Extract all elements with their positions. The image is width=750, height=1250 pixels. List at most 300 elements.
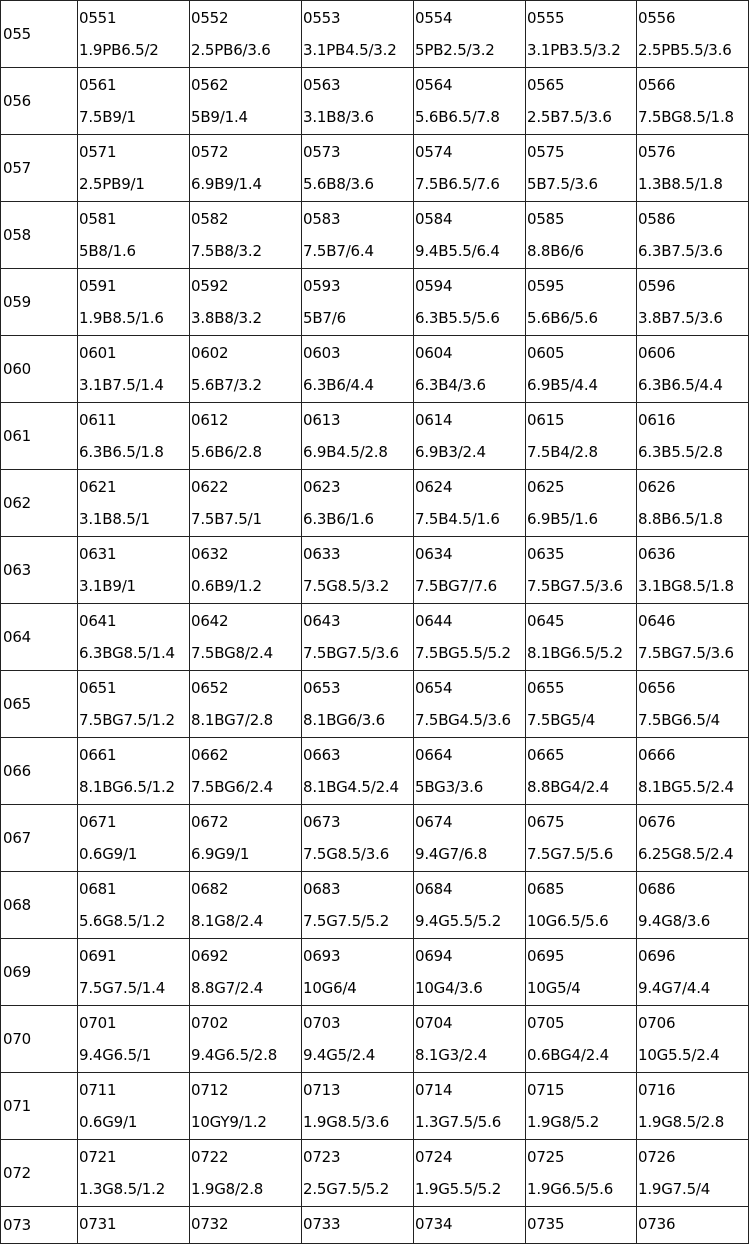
munsell-value: 9.4G5/2.4 (303, 1046, 376, 1064)
color-code: 0642 (191, 612, 229, 630)
munsell-value: 7.5BG8/2.4 (191, 644, 273, 662)
color-cell (190, 671, 302, 738)
munsell-value: 6.3B6/1.6 (303, 510, 374, 528)
color-cell (637, 805, 749, 872)
munsell-value: 6.3BG8.5/1.4 (79, 644, 175, 662)
munsell-value: 3.1B9/1 (79, 577, 136, 595)
color-code: 0553 (303, 9, 341, 27)
munsell-value: 8.1G8/2.4 (191, 912, 264, 930)
munsell-value: 5B7/6 (303, 309, 346, 327)
munsell-value: 6.3B7.5/3.6 (638, 242, 723, 260)
munsell-value: 6.3B6/4.4 (303, 376, 374, 394)
color-code: 0633 (303, 545, 341, 563)
munsell-value: 1.3G8.5/1.2 (79, 1180, 166, 1198)
color-code: 0556 (638, 9, 676, 27)
table-row (1, 68, 749, 135)
color-code: 0625 (527, 478, 565, 496)
group-number-cell: 055 (1, 1, 78, 68)
color-cell (637, 202, 749, 269)
table-row (1, 1140, 749, 1207)
group-number-cell: 056 (1, 68, 78, 135)
color-code: 0653 (303, 679, 341, 697)
color-cell (414, 872, 526, 939)
color-code: 0595 (527, 277, 565, 295)
color-cell (78, 1006, 190, 1073)
munsell-value: 3.8B8/3.2 (191, 309, 262, 327)
munsell-value: 5B7.5/3.6 (527, 175, 598, 193)
table-row (1, 872, 749, 939)
munsell-value: 7.5B7/6.4 (303, 242, 374, 260)
munsell-value: 7.5BG5.5/5.2 (415, 644, 511, 662)
color-cell (526, 1, 637, 68)
munsell-value: 1.9G8.5/2.8 (638, 1113, 725, 1131)
munsell-value: 7.5B8/3.2 (191, 242, 262, 260)
munsell-value: 2.5G7.5/5.2 (303, 1180, 390, 1198)
munsell-value: 7.5B6.5/7.6 (415, 175, 500, 193)
color-code: 0592 (191, 277, 229, 295)
munsell-value: 3.1BG8.5/1.8 (638, 577, 734, 595)
color-code: 0716 (638, 1081, 676, 1099)
color-code: 0694 (415, 947, 453, 965)
color-code: 0656 (638, 679, 676, 697)
color-code: 0701 (79, 1014, 117, 1032)
color-code: 0613 (303, 411, 341, 429)
table-row (1, 805, 749, 872)
color-code: 0562 (191, 76, 229, 94)
munsell-value: 6.9B3/2.4 (415, 443, 486, 461)
color-cell (302, 604, 414, 671)
color-cell (637, 470, 749, 537)
group-number-cell: 063 (1, 537, 78, 604)
color-code: 0561 (79, 76, 117, 94)
color-cell (637, 1073, 749, 1140)
color-cell (414, 671, 526, 738)
color-code: 0585 (527, 210, 565, 228)
color-cell (190, 872, 302, 939)
table-row (1, 537, 749, 604)
munsell-value: 5.6B7/3.2 (191, 376, 262, 394)
color-code: 0696 (638, 947, 676, 965)
munsell-value: 6.3B4/3.6 (415, 376, 486, 394)
munsell-value: 1.9G8/5.2 (527, 1113, 600, 1131)
color-code: 0672 (191, 813, 229, 831)
group-number-cell: 066 (1, 738, 78, 805)
color-cell (78, 537, 190, 604)
color-code: 0704 (415, 1014, 453, 1032)
munsell-value: 3.1PB4.5/3.2 (303, 41, 397, 59)
table-row (1, 269, 749, 336)
munsell-value: 7.5B9/1 (79, 108, 136, 126)
color-code: 0705 (527, 1014, 565, 1032)
color-code: 0685 (527, 880, 565, 898)
munsell-value: 8.8G7/2.4 (191, 979, 264, 997)
group-number-cell: 071 (1, 1073, 78, 1140)
munsell-value: 7.5B4/2.8 (527, 443, 598, 461)
group-number-cell: 060 (1, 336, 78, 403)
munsell-value: 10G4/3.6 (415, 979, 483, 997)
color-code: 0646 (638, 612, 676, 630)
color-cell (190, 1207, 302, 1244)
color-cell (190, 1140, 302, 1207)
munsell-value: 2.5PB9/1 (79, 175, 145, 193)
munsell-value: 1.3B8.5/1.8 (638, 175, 723, 193)
color-cell (414, 1140, 526, 1207)
color-cell (637, 604, 749, 671)
color-code: 0566 (638, 76, 676, 94)
munsell-value: 1.9G8.5/3.6 (303, 1113, 390, 1131)
color-cell (302, 671, 414, 738)
color-code: 0715 (527, 1081, 565, 1099)
table-row (1, 1073, 749, 1140)
color-cell (302, 135, 414, 202)
table-body (1, 1, 749, 1244)
munsell-value: 6.9B9/1.4 (191, 175, 262, 193)
color-code: 0671 (79, 813, 117, 831)
munsell-value: 5.6B8/3.6 (303, 175, 374, 193)
munsell-value: 7.5BG4.5/3.6 (415, 711, 511, 729)
color-cell (526, 1140, 637, 1207)
munsell-value: 0.6B9/1.2 (191, 577, 262, 595)
color-code: 0663 (303, 746, 341, 764)
color-cell (637, 336, 749, 403)
color-code: 0692 (191, 947, 229, 965)
color-cell (302, 1073, 414, 1140)
color-cell (190, 135, 302, 202)
color-cell (526, 604, 637, 671)
munsell-value: 6.9B5/1.6 (527, 510, 598, 528)
color-code: 0603 (303, 344, 341, 362)
group-number-cell: 065 (1, 671, 78, 738)
munsell-value: 5B9/1.4 (191, 108, 248, 126)
group-number-cell: 061 (1, 403, 78, 470)
group-number-cell: 070 (1, 1006, 78, 1073)
munsell-value: 5.6B6/5.6 (527, 309, 598, 327)
munsell-value: 9.4G8/3.6 (638, 912, 711, 930)
group-number-cell: 059 (1, 269, 78, 336)
color-code: 0552 (191, 9, 229, 27)
color-code: 0616 (638, 411, 676, 429)
color-code: 0575 (527, 143, 565, 161)
color-cell (78, 939, 190, 1006)
color-cell (526, 1006, 637, 1073)
color-code: 0576 (638, 143, 676, 161)
color-cell (414, 738, 526, 805)
color-cell (637, 939, 749, 1006)
color-code: 0665 (527, 746, 565, 764)
munsell-value: 7.5B7.5/1 (191, 510, 262, 528)
color-code: 0636 (638, 545, 676, 563)
color-code: 0682 (191, 880, 229, 898)
color-cell (637, 872, 749, 939)
color-cell (637, 537, 749, 604)
group-number-cell: 058 (1, 202, 78, 269)
color-cell (78, 1207, 190, 1244)
munsell-value: 8.1BG6.5/5.2 (527, 644, 623, 662)
color-cell (190, 269, 302, 336)
color-code: 0735 (527, 1215, 565, 1233)
munsell-value: 0.6G9/1 (79, 1113, 138, 1131)
munsell-value: 3.1B7.5/1.4 (79, 376, 164, 394)
color-cell (414, 336, 526, 403)
color-cell (526, 671, 637, 738)
munsell-value: 1.9G6.5/5.6 (527, 1180, 614, 1198)
color-cell (526, 1207, 637, 1244)
munsell-value: 3.1PB3.5/3.2 (527, 41, 621, 59)
color-cell (302, 470, 414, 537)
munsell-value: 7.5BG7/7.6 (415, 577, 497, 595)
munsell-value: 7.5BG8.5/1.8 (638, 108, 734, 126)
color-code: 0661 (79, 746, 117, 764)
group-number-cell: 072 (1, 1140, 78, 1207)
color-code: 0693 (303, 947, 341, 965)
color-cell (414, 202, 526, 269)
color-code: 0655 (527, 679, 565, 697)
color-cell (78, 68, 190, 135)
munsell-value: 5.6B6.5/7.8 (415, 108, 500, 126)
color-cell (526, 537, 637, 604)
color-cell (637, 1207, 749, 1244)
color-code: 0641 (79, 612, 117, 630)
color-cell (637, 403, 749, 470)
color-cell (302, 805, 414, 872)
table-row (1, 470, 749, 537)
color-code: 0582 (191, 210, 229, 228)
munsell-value: 7.5G8.5/3.2 (303, 577, 390, 595)
color-code: 0681 (79, 880, 117, 898)
table-row (1, 738, 749, 805)
color-cell (190, 336, 302, 403)
color-cell (637, 1, 749, 68)
color-code: 0703 (303, 1014, 341, 1032)
color-cell (78, 738, 190, 805)
color-cell (526, 939, 637, 1006)
color-cell (414, 1, 526, 68)
munsell-value: 8.1BG6/3.6 (303, 711, 385, 729)
color-code: 0686 (638, 880, 676, 898)
color-code: 0733 (303, 1215, 341, 1233)
munsell-value: 3.1B8.5/1 (79, 510, 150, 528)
color-cell (190, 939, 302, 1006)
munsell-value: 1.3G7.5/5.6 (415, 1113, 502, 1131)
munsell-value: 0.6BG4/2.4 (527, 1046, 609, 1064)
group-number-cell: 062 (1, 470, 78, 537)
color-code: 0712 (191, 1081, 229, 1099)
color-cell (637, 738, 749, 805)
color-cell (190, 805, 302, 872)
color-code: 0631 (79, 545, 117, 563)
color-code: 0564 (415, 76, 453, 94)
color-code: 0605 (527, 344, 565, 362)
color-cell (414, 604, 526, 671)
color-code: 0622 (191, 478, 229, 496)
group-number-cell: 057 (1, 135, 78, 202)
color-code: 0583 (303, 210, 341, 228)
munsell-value: 1.9G5.5/5.2 (415, 1180, 502, 1198)
color-code: 0584 (415, 210, 453, 228)
color-cell (190, 202, 302, 269)
munsell-value: 10GY9/1.2 (191, 1113, 267, 1131)
color-code: 0573 (303, 143, 341, 161)
munsell-value: 7.5B4.5/1.6 (415, 510, 500, 528)
color-cell (78, 671, 190, 738)
munsell-value: 6.9B4.5/2.8 (303, 443, 388, 461)
color-code: 0606 (638, 344, 676, 362)
color-code: 0731 (79, 1215, 117, 1233)
color-code: 0724 (415, 1148, 453, 1166)
color-cell (302, 537, 414, 604)
color-code: 0683 (303, 880, 341, 898)
table-row (1, 1, 749, 68)
color-cell (190, 1006, 302, 1073)
color-cell (302, 1207, 414, 1244)
color-code: 0676 (638, 813, 676, 831)
munsell-value: 10G5.5/2.4 (638, 1046, 720, 1064)
munsell-value: 5PB2.5/3.2 (415, 41, 495, 59)
munsell-value: 5.6G8.5/1.2 (79, 912, 166, 930)
color-cell (190, 738, 302, 805)
color-cell (414, 470, 526, 537)
color-code: 0574 (415, 143, 453, 161)
table-row (1, 202, 749, 269)
color-code: 0611 (79, 411, 117, 429)
munsell-value: 7.5BG5/4 (527, 711, 596, 729)
color-code: 0601 (79, 344, 117, 362)
group-number-cell: 073 (1, 1207, 78, 1244)
munsell-value: 6.9G9/1 (191, 845, 250, 863)
munsell-value: 9.4G7/4.4 (638, 979, 711, 997)
color-cell (302, 68, 414, 135)
color-code: 0721 (79, 1148, 117, 1166)
color-code: 0612 (191, 411, 229, 429)
color-code: 0593 (303, 277, 341, 295)
color-cell (190, 1073, 302, 1140)
color-cell (302, 738, 414, 805)
munsell-value: 8.1BG6.5/1.2 (79, 778, 175, 796)
table-row (1, 1006, 749, 1073)
color-code: 0674 (415, 813, 453, 831)
color-cell (78, 470, 190, 537)
munsell-value: 0.6G9/1 (79, 845, 138, 863)
munsell-value: 9.4G5.5/5.2 (415, 912, 502, 930)
color-code: 0675 (527, 813, 565, 831)
table-row (1, 336, 749, 403)
color-cell (526, 202, 637, 269)
color-cell (302, 336, 414, 403)
color-code: 0651 (79, 679, 117, 697)
color-code: 0654 (415, 679, 453, 697)
color-cell (302, 269, 414, 336)
munsell-value: 5BG3/3.6 (415, 778, 484, 796)
color-cell (78, 805, 190, 872)
munsell-value: 2.5PB6/3.6 (191, 41, 271, 59)
color-cell (302, 1, 414, 68)
color-code: 0695 (527, 947, 565, 965)
color-cell (526, 805, 637, 872)
munsell-value: 7.5BG7.5/3.6 (527, 577, 623, 595)
color-cell (190, 470, 302, 537)
color-code: 0713 (303, 1081, 341, 1099)
color-cell (526, 403, 637, 470)
munsell-value: 8.1BG7/2.8 (191, 711, 273, 729)
color-code: 0621 (79, 478, 117, 496)
color-cell (637, 68, 749, 135)
color-code: 0594 (415, 277, 453, 295)
group-number-cell: 064 (1, 604, 78, 671)
munsell-value: 7.5G7.5/5.2 (303, 912, 390, 930)
color-cell (637, 671, 749, 738)
color-code: 0726 (638, 1148, 676, 1166)
color-cell (78, 1, 190, 68)
color-cell (190, 604, 302, 671)
color-cell (637, 1140, 749, 1207)
munsell-value: 3.8B7.5/3.6 (638, 309, 723, 327)
color-code: 0666 (638, 746, 676, 764)
munsell-value: 8.1BG5.5/2.4 (638, 778, 734, 796)
color-code: 0602 (191, 344, 229, 362)
color-cell (414, 805, 526, 872)
table-row (1, 671, 749, 738)
color-code: 0684 (415, 880, 453, 898)
table-row (1, 403, 749, 470)
munsell-value: 6.9B5/4.4 (527, 376, 598, 394)
color-code: 0722 (191, 1148, 229, 1166)
color-cell (78, 336, 190, 403)
munsell-value: 7.5BG6.5/4 (638, 711, 720, 729)
color-cell (414, 403, 526, 470)
munsell-value: 1.9G8/2.8 (191, 1180, 264, 1198)
color-code: 0586 (638, 210, 676, 228)
color-code: 0644 (415, 612, 453, 630)
color-cell (526, 470, 637, 537)
color-code: 0736 (638, 1215, 676, 1233)
munsell-value: 9.4G6.5/1 (79, 1046, 152, 1064)
color-code: 0563 (303, 76, 341, 94)
color-code: 0623 (303, 478, 341, 496)
color-cell (190, 537, 302, 604)
munsell-value: 7.5BG7.5/1.2 (79, 711, 175, 729)
group-number-cell: 067 (1, 805, 78, 872)
color-cell (78, 1140, 190, 1207)
color-code: 0714 (415, 1081, 453, 1099)
color-code: 0572 (191, 143, 229, 161)
color-cell (190, 68, 302, 135)
color-code: 0571 (79, 143, 117, 161)
color-cell (302, 202, 414, 269)
color-code: 0632 (191, 545, 229, 563)
color-cell (414, 269, 526, 336)
color-code: 0581 (79, 210, 117, 228)
munsell-value: 8.1BG4.5/2.4 (303, 778, 399, 796)
table-row (1, 939, 749, 1006)
munsell-value: 9.4G6.5/2.8 (191, 1046, 278, 1064)
color-code: 0706 (638, 1014, 676, 1032)
munsell-value: 5B8/1.6 (79, 242, 136, 260)
munsell-value: 6.3B5.5/2.8 (638, 443, 723, 461)
color-code: 0662 (191, 746, 229, 764)
munsell-value: 6.25G8.5/2.4 (638, 845, 734, 863)
color-cell (78, 202, 190, 269)
group-number-cell: 068 (1, 872, 78, 939)
munsell-value: 7.5G8.5/3.6 (303, 845, 390, 863)
munsell-value: 3.1B8/3.6 (303, 108, 374, 126)
color-cell (78, 1073, 190, 1140)
color-cell (526, 1073, 637, 1140)
color-cell (414, 537, 526, 604)
table-row (1, 1207, 749, 1244)
color-cell (302, 939, 414, 1006)
color-code: 0624 (415, 478, 453, 496)
color-cell (526, 738, 637, 805)
